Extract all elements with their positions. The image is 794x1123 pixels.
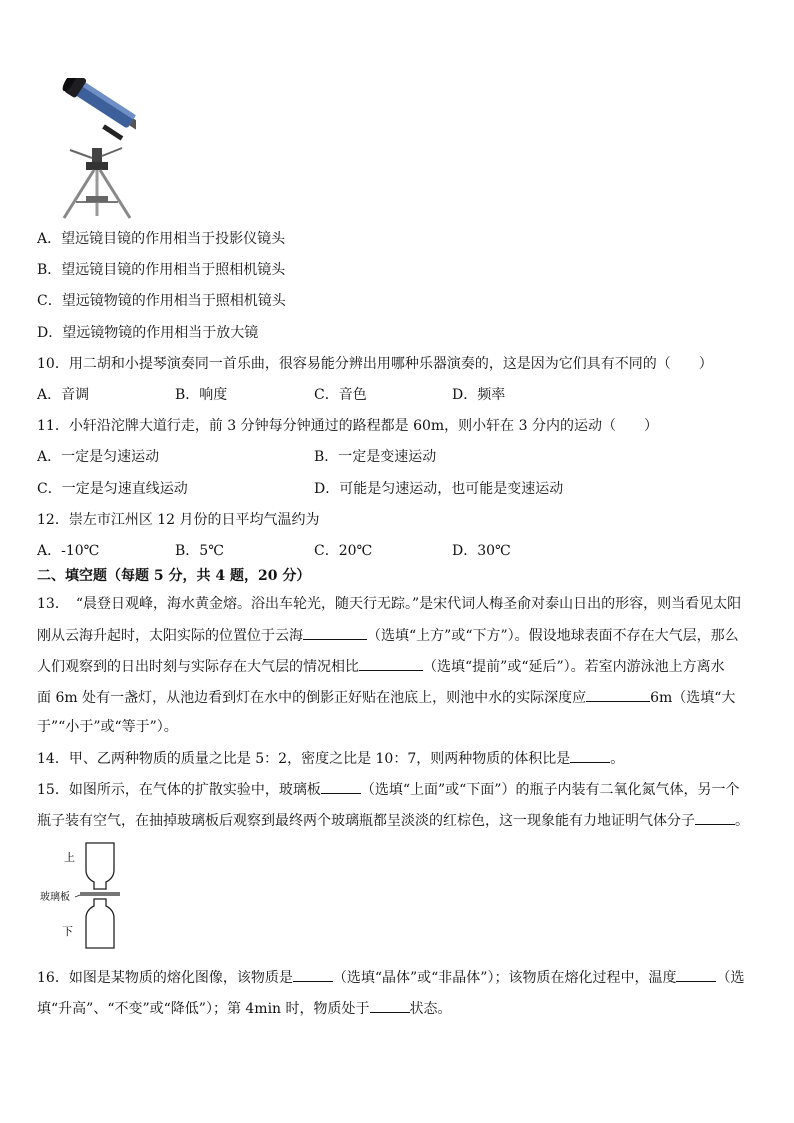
q16-text: （选填“晶体”或“非晶体”）；该物质在熔化过程中，温度 (332, 970, 677, 986)
q14-text: 。 (610, 751, 625, 767)
q11-option-c: C．一定是匀速直线运动 (37, 481, 188, 497)
q10-option-c: C．音色 (314, 387, 367, 403)
q13-line-1: 13． “晨登日观峰，海水黄金熔。浴出车轮光，随天行无踪。”是宋代词人梅圣俞对泰山日出的形容，则当看见太阳 (37, 596, 742, 612)
q16-line-2 (37, 998, 452, 1019)
q13-text: 6m（选填“大 (650, 690, 736, 706)
q13-text: 面 6m 处有一盏灯，从池边看到灯在水中的倒影正好贴在池底上，则池中水的实际深度应 (37, 690, 587, 706)
answer-blank[interactable] (695, 810, 735, 825)
q13-line-4 (37, 687, 735, 708)
q9-option-d: D．望远镜物镜的作用相当于放大镜 (37, 325, 259, 341)
answer-blank[interactable] (570, 748, 610, 763)
q9-option-c: C．望远镜物镜的作用相当于照相机镜头 (37, 293, 286, 309)
answer-blank[interactable] (303, 625, 367, 640)
q12-option-c: C．20℃ (314, 543, 373, 559)
section-title: 二、填空题（每题 5 分，共 4 题，20 分） (37, 568, 311, 584)
q10-option-a: A．音调 (37, 387, 90, 403)
gas-diffusion-figure (40, 840, 140, 952)
q14-text: 14．甲、乙两种物质的质量之比是 5：2，密度之比是 10：7，则两种物质的体积比是 (37, 751, 571, 767)
q12-stem: 12．崇左市江州区 12 月份的日平均气温约为 (37, 512, 320, 528)
q16-text: （选 (716, 970, 745, 986)
q10-option-d: D．频率 (452, 387, 506, 403)
q15-text: 15．如图所示，在气体的扩散实验中，玻璃板 (37, 782, 321, 798)
q13-text: （选填“上方”或“下方”）。假设地球表面不存在大气层，那么 (367, 628, 739, 644)
q12-option-b: B．5℃ (175, 543, 224, 559)
q15-text: 。 (735, 813, 749, 829)
answer-blank[interactable] (370, 998, 410, 1013)
label-bottom: 下 (62, 925, 73, 938)
q10-stem: 10．用二胡和小提琴演奏同一首乐曲，很容易能分辨出用哪种乐器演奏的，这是因为它们具有不同的（ ） (37, 356, 713, 372)
q11-stem: 11．小轩沿沱牌大道行走，前 3 分钟每分钟通过的路程都是 60m，则小轩在 3 分内的运动（ ） (37, 418, 658, 434)
telescope-illustration (56, 78, 136, 222)
answer-blank[interactable] (359, 656, 423, 671)
q15-text: （选填“上面”或“下面”）的瓶子内装有二氧化氮气体，另一个 (360, 782, 740, 798)
q13-line-5: 于”“小于”或“等于”）。 (37, 719, 178, 735)
q13-line-2 (37, 625, 739, 646)
q11-option-b: B．一定是变速运动 (314, 449, 437, 465)
q13-text: 刚从云海升起时，太阳实际的位置位于云海 (37, 628, 303, 644)
answer-blank[interactable] (321, 779, 361, 794)
q14 (37, 748, 624, 769)
q16-text: 16．如图是某物质的熔化图像，该物质是 (37, 970, 293, 986)
q12-option-d: D．30℃ (452, 543, 511, 559)
q13-text: 人们观察到的日出时刻与实际存在大气层的情况相比 (37, 659, 359, 675)
q16-line-1 (37, 967, 744, 988)
q11-option-d: D．可能是匀速运动，也可能是变速运动 (314, 481, 564, 497)
q16-text: 填“升高”、“不变”或“降低”）；第 4min 时，物质处于 (37, 1001, 370, 1017)
label-glass-plate: 玻璃板 (40, 892, 70, 903)
answer-blank[interactable] (586, 687, 650, 702)
q16-text: 状态。 (409, 1001, 452, 1017)
answer-blank[interactable] (676, 967, 716, 982)
q13-text: （选填“提前”或“延后”）。若室内游泳池上方离水 (423, 659, 725, 675)
q15-line-2 (37, 810, 749, 831)
q15-line-1 (37, 779, 739, 800)
q10-option-b: B．响度 (175, 387, 228, 403)
q9-option-a: A．望远镜目镜的作用相当于投影仪镜头 (37, 231, 286, 247)
q11-option-a: A．一定是匀速运动 (37, 449, 160, 465)
answer-blank[interactable] (293, 967, 333, 982)
label-top: 上 (64, 851, 75, 864)
q12-option-a: A．-10℃ (37, 543, 100, 559)
q15-text: 瓶子装有空气，在抽掉玻璃板后观察到最终两个玻璃瓶都呈淡淡的红棕色，这一现象能有力地证明气体分子 (37, 813, 695, 829)
q13-line-3 (37, 656, 725, 677)
q9-option-b: B．望远镜目镜的作用相当于照相机镜头 (37, 262, 286, 278)
